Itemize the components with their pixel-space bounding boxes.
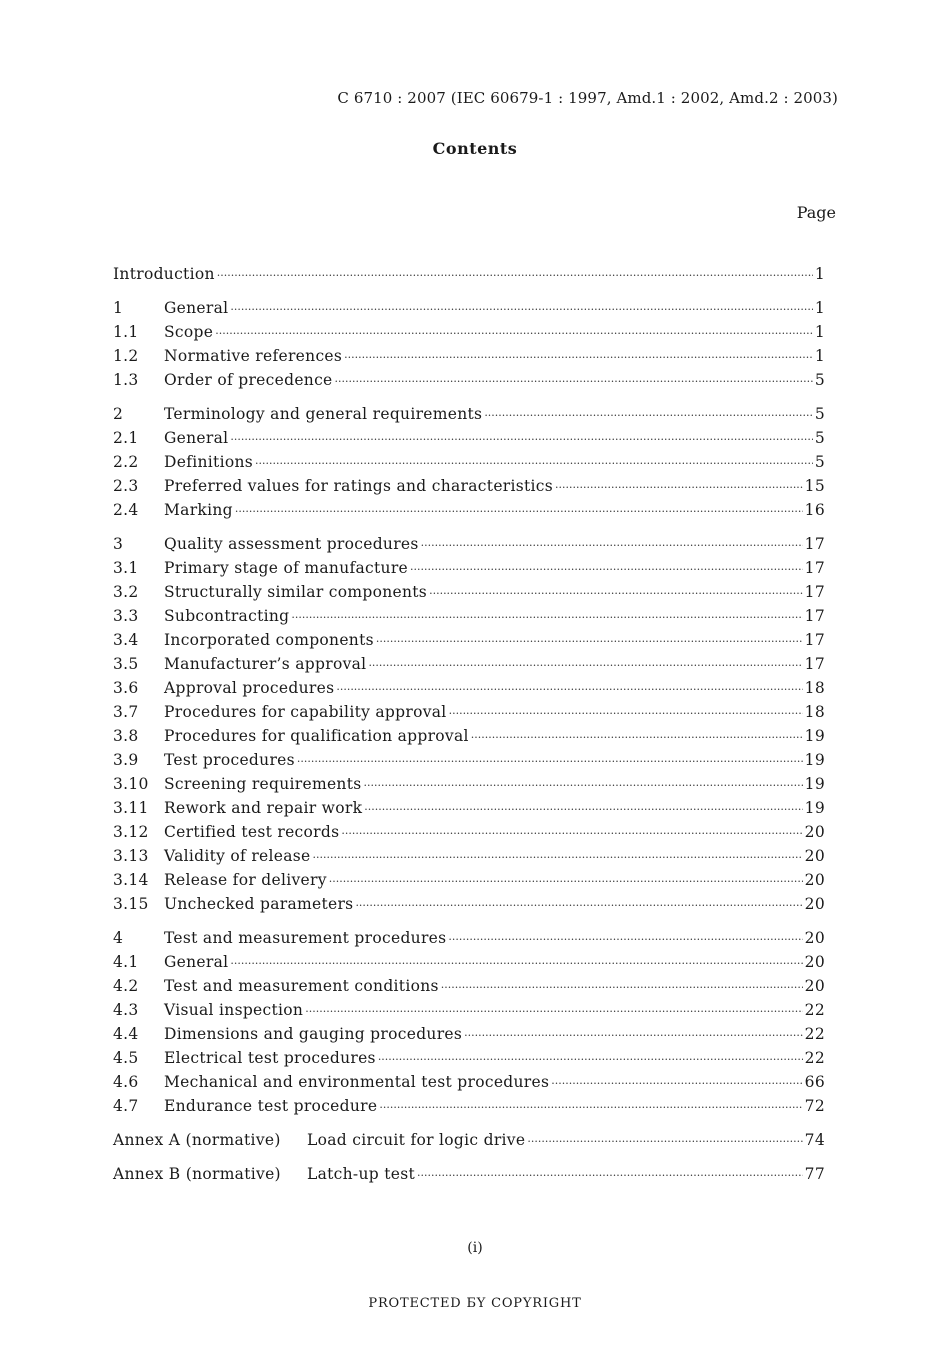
dot-leader (417, 1169, 803, 1182)
toc-entry-number: 3.3 (113, 607, 139, 625)
toc-entry-number: 4.7 (113, 1097, 139, 1115)
table-of-contents (113, 265, 825, 1199)
dot-leader (364, 803, 802, 816)
toc-entry-title: General (164, 429, 229, 447)
dot-leader (448, 933, 802, 946)
toc-entry-number: 4.3 (113, 1001, 139, 1019)
toc-entry[interactable] (113, 655, 825, 679)
toc-entry-page: 17 (804, 607, 825, 625)
dot-leader (441, 981, 803, 994)
page-column-label: Page (796, 203, 836, 222)
toc-entry-title: Visual inspection (164, 1001, 304, 1019)
toc-entry-page: 5 (814, 405, 825, 423)
toc-section-group (113, 299, 825, 395)
toc-entry[interactable] (113, 405, 825, 429)
toc-entry[interactable] (113, 323, 825, 347)
page-title: Contents (432, 139, 518, 158)
toc-entry[interactable] (113, 559, 825, 583)
dot-leader (551, 1077, 802, 1090)
toc-annex-group (113, 1165, 825, 1189)
toc-annex-entry[interactable] (113, 1165, 825, 1189)
toc-entry[interactable] (113, 1001, 825, 1025)
toc-entry-page: 1 (814, 323, 825, 341)
toc-entry[interactable] (113, 477, 825, 501)
toc-entry-page: 19 (804, 775, 825, 793)
toc-entry-title: Validity of release (164, 847, 311, 865)
toc-entry-number: 4.4 (113, 1025, 139, 1043)
dot-leader (378, 1053, 803, 1066)
toc-entry[interactable] (113, 453, 825, 477)
toc-entry[interactable] (113, 429, 825, 453)
toc-entry-number: 4.5 (113, 1049, 139, 1067)
toc-entry-number: 3.15 (113, 895, 149, 913)
dot-leader (410, 563, 803, 576)
toc-entry-page: 20 (804, 929, 825, 947)
toc-entry[interactable] (113, 1097, 825, 1121)
dot-leader (291, 611, 802, 624)
toc-entry-title: Primary stage of manufacture (164, 559, 409, 577)
toc-entry-number: 2 (113, 405, 124, 423)
dot-leader (364, 779, 803, 792)
toc-entry[interactable] (113, 727, 825, 751)
toc-entry-page: 72 (804, 1097, 825, 1115)
dot-leader (235, 505, 803, 518)
toc-entry-page: 77 (804, 1165, 825, 1183)
toc-entry-page: 20 (804, 847, 825, 865)
toc-entry-page: 20 (804, 871, 825, 889)
toc-entry-page: 17 (804, 631, 825, 649)
toc-annex-group (113, 1131, 825, 1155)
toc-entry-number: 1.2 (113, 347, 139, 365)
toc-section-group (113, 405, 825, 525)
toc-entry-page: 18 (804, 703, 825, 721)
toc-entry-title: Manufacturer’s approval (164, 655, 367, 673)
toc-entry[interactable] (113, 583, 825, 607)
toc-entry-number: 2.1 (113, 429, 139, 447)
toc-entry[interactable] (113, 871, 825, 895)
toc-annexes (113, 1131, 825, 1189)
toc-entry[interactable] (113, 751, 825, 775)
toc-entry-number: 3.9 (113, 751, 139, 769)
toc-entry-page: 19 (804, 751, 825, 769)
toc-entry-page: 1 (814, 265, 825, 283)
toc-sections (113, 299, 825, 1121)
toc-entry-page: 5 (814, 371, 825, 389)
toc-entry-title: Terminology and general requirements (164, 405, 483, 423)
toc-entry-title: Test and measurement procedures (164, 929, 447, 947)
standard-reference-header: C 6710 : 2007 (IEC 60679-1 : 1997, Amd.1 : 2002, Amd.2 : 2003) (337, 89, 838, 107)
toc-entry[interactable] (113, 823, 825, 847)
toc-annex-entry[interactable] (113, 1131, 825, 1155)
dot-leader (336, 683, 802, 696)
toc-entry-page: 1 (814, 347, 825, 365)
toc-entry[interactable] (113, 1025, 825, 1049)
copyright-notice: PROTECTED БY COPYRIGHT (368, 1296, 582, 1311)
toc-entry-page: 17 (804, 559, 825, 577)
toc-entry[interactable] (113, 847, 825, 871)
toc-entry-number: 3.12 (113, 823, 149, 841)
dot-leader (379, 1101, 802, 1114)
toc-entry-number: 4.2 (113, 977, 139, 995)
toc-entry-title: Procedures for qualification approval (164, 727, 469, 745)
toc-entry-page: 22 (804, 1025, 825, 1043)
toc-entry[interactable] (113, 929, 825, 953)
toc-entry-page: 19 (804, 727, 825, 745)
dot-leader (344, 351, 813, 364)
dot-leader (313, 851, 803, 864)
toc-entry-title: Endurance test procedure (164, 1097, 378, 1115)
dot-leader (484, 409, 813, 422)
toc-entry-title: General (164, 299, 229, 317)
dot-leader (335, 375, 813, 388)
dot-leader (421, 539, 803, 552)
toc-entry[interactable] (113, 501, 825, 525)
toc-entry-number: 3.5 (113, 655, 139, 673)
dot-leader (429, 587, 803, 600)
toc-entry-page: 15 (804, 477, 825, 495)
toc-entry-number: 3.10 (113, 775, 149, 793)
toc-entry-title: Dimensions and gauging procedures (164, 1025, 463, 1043)
toc-entry-page: 18 (804, 679, 825, 697)
toc-entry-page: 74 (804, 1131, 825, 1149)
toc-entry-page: 5 (814, 429, 825, 447)
toc-entry[interactable] (113, 703, 825, 727)
toc-entry-title: Scope (164, 323, 214, 341)
toc-entry-number: 1.3 (113, 371, 139, 389)
dot-leader (471, 731, 803, 744)
dot-leader (217, 269, 813, 282)
toc-entry-page: 19 (804, 799, 825, 817)
toc-entry-number: 4.6 (113, 1073, 139, 1091)
dot-leader (464, 1029, 803, 1042)
toc-entry[interactable] (113, 371, 825, 395)
toc-entry-title: Screening requirements (164, 775, 362, 793)
toc-entry-page: 20 (804, 953, 825, 971)
toc-entry-page: 22 (804, 1001, 825, 1019)
toc-entry-number: 3.14 (113, 871, 149, 889)
dot-leader (376, 635, 803, 648)
toc-entry[interactable] (113, 895, 825, 919)
toc-section-group (113, 929, 825, 1121)
annex-label: Annex A (normative) (113, 1131, 281, 1149)
toc-entry-title: Subcontracting (164, 607, 290, 625)
toc-entry-page: 66 (804, 1073, 825, 1091)
toc-entry-title: Marking (164, 501, 233, 519)
toc-entry-page: 20 (804, 823, 825, 841)
dot-leader (230, 433, 812, 446)
toc-entry-page: 16 (804, 501, 825, 519)
toc-entry-number: 2.3 (113, 477, 139, 495)
toc-entry-title: Unchecked parameters (164, 895, 354, 913)
dot-leader (555, 481, 803, 494)
toc-entry-page: 1 (814, 299, 825, 317)
toc-entry-number: 3.7 (113, 703, 139, 721)
toc-entry-title: General (164, 953, 229, 971)
toc-entry-number: 3 (113, 535, 124, 553)
toc-entry-page: 17 (804, 535, 825, 553)
toc-entry[interactable] (113, 535, 825, 559)
toc-entry-title: Latch-up test (307, 1165, 415, 1183)
toc-entry-title: Normative references (164, 347, 343, 365)
toc-entry-number: 4.1 (113, 953, 139, 971)
toc-entry-page: 17 (804, 655, 825, 673)
toc-entry[interactable] (113, 1073, 825, 1097)
dot-leader (297, 755, 803, 768)
toc-entry-title: Mechanical and environmental test procedures (164, 1073, 550, 1091)
toc-entry-title: Electrical test procedures (164, 1049, 376, 1067)
toc-entry-page: 20 (804, 977, 825, 995)
toc-entry-title: Certified test records (164, 823, 340, 841)
toc-entry-number: 1.1 (113, 323, 139, 341)
toc-entry-title: Load circuit for logic drive (307, 1131, 526, 1149)
dot-leader (341, 827, 802, 840)
toc-entry-number: 3.13 (113, 847, 149, 865)
toc-entry-number: 3.1 (113, 559, 139, 577)
dot-leader (355, 899, 802, 912)
toc-entry-page: 17 (804, 583, 825, 601)
toc-entry-number: 3.2 (113, 583, 139, 601)
toc-entry-number: 3.6 (113, 679, 139, 697)
toc-entry-title: Structurally similar components (164, 583, 428, 601)
toc-entry-title: Test and measurement conditions (164, 977, 439, 995)
toc-introduction-group (113, 265, 825, 289)
annex-label: Annex B (normative) (113, 1165, 281, 1183)
dot-leader (368, 659, 802, 672)
dot-leader (329, 875, 803, 888)
dot-leader (230, 957, 802, 970)
dot-leader (215, 327, 813, 340)
toc-entry[interactable] (113, 679, 825, 703)
toc-entry-number: 1 (113, 299, 124, 317)
toc-entry-number: 3.11 (113, 799, 149, 817)
toc-entry[interactable] (113, 631, 825, 655)
dot-leader (305, 1005, 802, 1018)
toc-entry-title: Rework and repair work (164, 799, 363, 817)
page-number: (i) (467, 1240, 483, 1256)
dot-leader (230, 303, 812, 316)
toc-entry[interactable] (113, 953, 825, 977)
toc-entry-title: Introduction (113, 265, 215, 283)
toc-entry-page: 5 (814, 453, 825, 471)
toc-entry-page: 22 (804, 1049, 825, 1067)
dot-leader (527, 1135, 802, 1148)
toc-entry-title: Release for delivery (164, 871, 327, 889)
toc-entry-introduction[interactable] (113, 265, 825, 289)
toc-entry[interactable] (113, 607, 825, 631)
toc-entry-number: 2.4 (113, 501, 139, 519)
toc-entry[interactable] (113, 299, 825, 323)
toc-entry-number: 3.8 (113, 727, 139, 745)
toc-entry-title: Approval procedures (164, 679, 335, 697)
toc-entry[interactable] (113, 775, 825, 799)
toc-entry-title: Definitions (164, 453, 253, 471)
toc-section-group (113, 535, 825, 919)
toc-entry-title: Test procedures (164, 751, 295, 769)
toc-entry[interactable] (113, 977, 825, 1001)
toc-entry-number: 2.2 (113, 453, 139, 471)
toc-entry-number: 4 (113, 929, 124, 947)
toc-entry[interactable] (113, 347, 825, 371)
toc-entry-title: Incorporated components (164, 631, 374, 649)
toc-entry-page: 20 (804, 895, 825, 913)
toc-entry-title: Quality assessment procedures (164, 535, 419, 553)
toc-entry[interactable] (113, 1049, 825, 1073)
toc-entry-title: Order of precedence (164, 371, 333, 389)
toc-entry[interactable] (113, 799, 825, 823)
dot-leader (255, 457, 813, 470)
dot-leader (449, 707, 803, 720)
toc-entry-title: Preferred values for ratings and characteristics (164, 477, 554, 495)
toc-entry-number: 3.4 (113, 631, 139, 649)
toc-entry-title: Procedures for capability approval (164, 703, 447, 721)
